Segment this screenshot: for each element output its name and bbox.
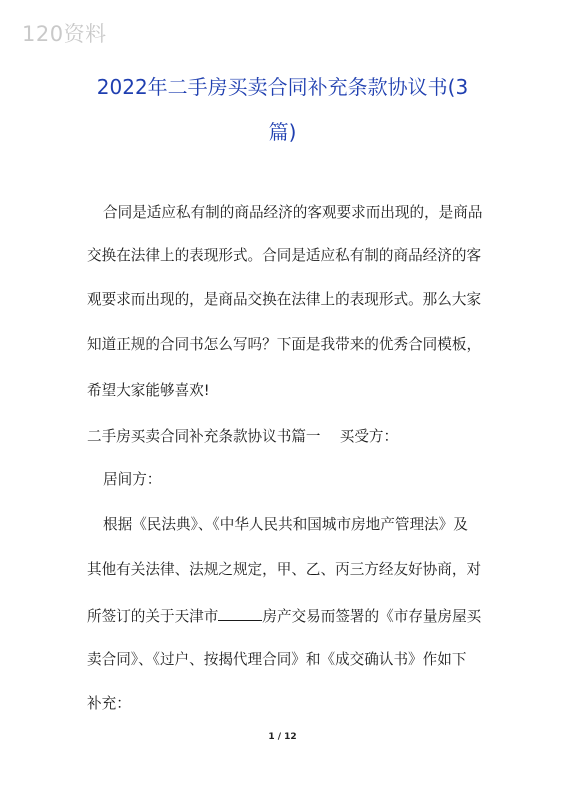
clause-paragraph-line-2: 其他有关法律、法规之规定，甲、乙、丙三方经友好协商，对 bbox=[87, 561, 482, 578]
intro-paragraph-line-3: 观要求而出现的，是商品交换在法律上的表现形式。那么大家 bbox=[87, 291, 482, 308]
document-title-line-1: 2022年二手房买卖合同补充条款协议书(3 bbox=[96, 75, 469, 99]
clause-paragraph-line-5: 补充： bbox=[87, 695, 131, 712]
clause-line-3-suffix: 房产交易而签署的《市存量房屋买 bbox=[262, 608, 482, 625]
intro-paragraph-line-5: 希望大家能够喜欢! bbox=[87, 382, 210, 399]
watermark: 120资料 bbox=[22, 22, 107, 46]
clause-paragraph-line-3 bbox=[87, 607, 481, 625]
clause-paragraph-line-1: 根据《民法典》、《中华人民共和国城市房地产管理法》及 bbox=[103, 516, 468, 533]
intro-paragraph-line-4: 知道正规的合同书怎么写吗？下面是我带来的优秀合同模板， bbox=[87, 336, 482, 353]
clause-line-3-prefix: 所签订的关于天津市 bbox=[87, 608, 219, 625]
section-heading-buyer: 二手房买卖合同补充条款协议书篇一 买受方： bbox=[87, 428, 399, 445]
intro-paragraph-line-2: 交换在法律上的表现形式。合同是适应私有制的商品经济的客 bbox=[87, 247, 482, 264]
clause-paragraph-line-4: 卖合同》、《过户、按揭代理合同》和《成交确认书》作如下 bbox=[87, 651, 467, 668]
intro-paragraph-line-1: 合同是适应私有制的商品经济的客观要求而出现的，是商品 bbox=[103, 204, 483, 221]
document-title-line-2: 篇) bbox=[268, 120, 297, 144]
page-number: 1 / 12 bbox=[268, 732, 297, 742]
intermediary-label: 居间方： bbox=[103, 471, 162, 488]
fill-in-blank bbox=[218, 607, 262, 621]
